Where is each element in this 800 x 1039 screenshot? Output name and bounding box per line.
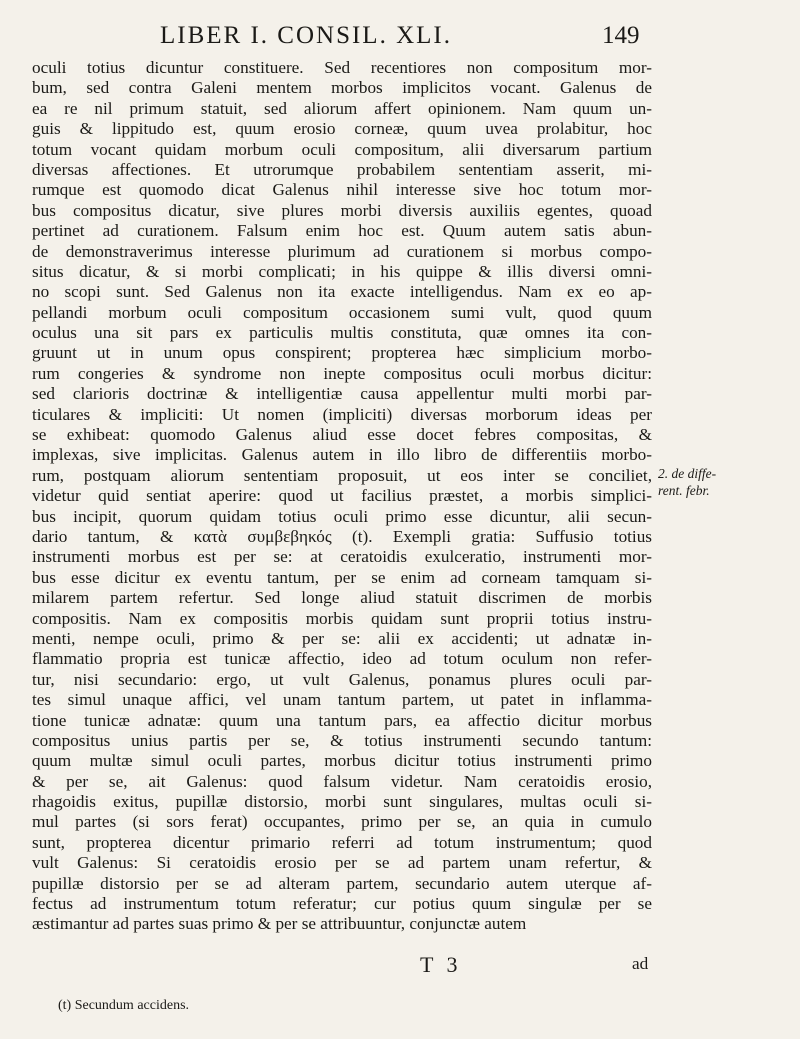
text-line: instrumenti morbus est per se: at ceratoidis exulceratio, instrumenti mor- (32, 547, 652, 567)
text-line: de demonstraverimus interesse plurimum ad curationem si morbus compo- (32, 241, 652, 261)
text-line: sunt, propterea dicentur primario referri ad totum instrumentum; quod (32, 832, 652, 852)
text-line: ea re nil primum statuit, sed aliorum affert opinionem. Nam quum un- (32, 98, 652, 118)
text-line: fectus ad instrumentum totum referatur; cur potius quum singulæ per se (32, 894, 652, 914)
text-line: guis & lippitudo est, quum erosio corneæ, quum uvea prolabitur, hoc (32, 119, 652, 139)
page-header (0, 22, 800, 54)
text-line: se exhibeat: quomodo Galenus aliud esse docet febres compositas, & (32, 425, 652, 445)
page-number: 149 (602, 22, 640, 49)
text-line: dario tantum, & κατὰ συμβεβηκός (t). Exempli gratia: Suffusio totius (32, 526, 652, 546)
text-line: rum, postquam aliorum sententiam proposuit, ut eos inter se conciliet, (32, 465, 652, 485)
catchword: ad (632, 954, 649, 973)
text-line: gruunt ut in unum opus conspirent; propterea hæc simplicium morbo- (32, 343, 652, 363)
text-line: vult Galenus: Si ceratoidis erosio per se ad partem unam refertur, & (32, 853, 652, 873)
text-line: milarem partem refertur. Sed longe aliud statuit discrimen de morbis (32, 588, 652, 608)
running-head: LIBER I. CONSIL. XLI. (160, 22, 452, 49)
text-line: implexas, sive implicitas. Galenus autem in illo libro de differentiis morbo- (32, 445, 652, 465)
text-line: ticulares & impliciti: Ut nomen (impliciti) diversas morborum ideas per (32, 404, 652, 424)
text-line: totum vocant quidam morbum oculi compositum, alii diversarum partium (32, 139, 652, 159)
text-line: diversas affectiones. Et utrorumque probabilem sententiam asserit, mi- (32, 159, 652, 179)
text-line: sed clarioris doctrinæ & intelligentiæ causa appellentur multi morbi par- (32, 384, 652, 404)
text-line: tur, nisi secundario: ergo, ut vult Galenus, ponamus plures oculi par- (32, 669, 652, 689)
text-line: rum congeries & syndrome non inepte compositus oculi morbus dicitur: (32, 363, 652, 383)
text-line: rumque est quomodo dicat Galenus nihil interesse sive hoc totum mor- (32, 180, 652, 200)
text-line: pertinet ad curationem. Falsum enim hoc est. Quum autem satis abun- (32, 221, 652, 241)
text-line: rhagoidis exitus, pupillæ distorsio, morbi sunt singulares, multas oculi si- (32, 792, 652, 812)
text-line: pellandi morbum oculi compositum occasionem sumi vult, quod quum (32, 302, 652, 322)
text-line: situs dicatur, & si morbi complicati; in his quippe & illis diversi omni- (32, 261, 652, 281)
text-line: quum multæ simul oculi partes, morbus dicitur totius instrumenti primo (32, 751, 652, 771)
text-line: bus esse dicitur ex eventu tantum, per se enim ad corneam tamquam si- (32, 567, 652, 587)
text-line: æstimantur ad partes suas primo & per se attribuuntur, conjunctæ autem (32, 914, 527, 934)
margin-note-line: rent. febr. (658, 483, 710, 498)
text-line: pupillæ distorsio per se ad alteram partem, secundario autem uterque af- (32, 873, 652, 893)
text-line: tione tunicæ adnatæ: quum una tantum pars, ea affectio dicitur morbus (32, 710, 652, 730)
text-line: tes simul unaque affici, vel unam tantum partem, ut patet in inflamma- (32, 690, 652, 710)
text-line: bus compositus dicatur, sive plures morbi diversis auxiliis egentes, quoad (32, 200, 652, 220)
text-line: mul partes (si sors ferat) occupantes, primo per se, an quia in cumulo (32, 812, 652, 832)
text-line: videtur quid sentiat aperire: quod ut facilius præstet, a morbis simplici- (32, 486, 652, 506)
body-text (32, 58, 652, 935)
text-line: bum, sed contra Galeni mentem morbos implicitos vocant. Galenus de (32, 78, 652, 98)
footnote: (t) Secundum accidens. (58, 998, 190, 1013)
text-line: oculus una sit pars ex particulis multis constituta, quæ omnes ita con- (32, 323, 652, 343)
text-line: menti, nempe oculi, primo & per se: alii ex accidenti; ut adnatæ in- (32, 628, 652, 648)
margin-note (658, 465, 768, 499)
text-line: oculi totius dicuntur constituere. Sed recentiores non compositum mor- (32, 58, 652, 77)
text-line: compositus unius partis per se, & totius instrumenti secundo tantum: (32, 730, 652, 750)
text-line: bus incipit, quorum quidam totius oculi primo esse dicuntur, alii secun- (32, 506, 652, 526)
text-line: & per se, ait Galenus: quod falsum videtur. Nam ceratoidis erosio, (32, 771, 652, 791)
text-line: compositis. Nam ex compositis morbis quidam sunt proprii totius instru- (32, 608, 652, 628)
margin-note-line: 2. de diffe- (658, 466, 717, 481)
text-line: flammatio propria est tunicæ affectio, ideo ad totum oculum non refer- (32, 649, 652, 669)
text-line: no scopi sunt. Sed Galenus non ita exacte intelligendus. Nam ex eo ap- (32, 282, 652, 302)
signature-mark: T 3 (420, 952, 462, 977)
